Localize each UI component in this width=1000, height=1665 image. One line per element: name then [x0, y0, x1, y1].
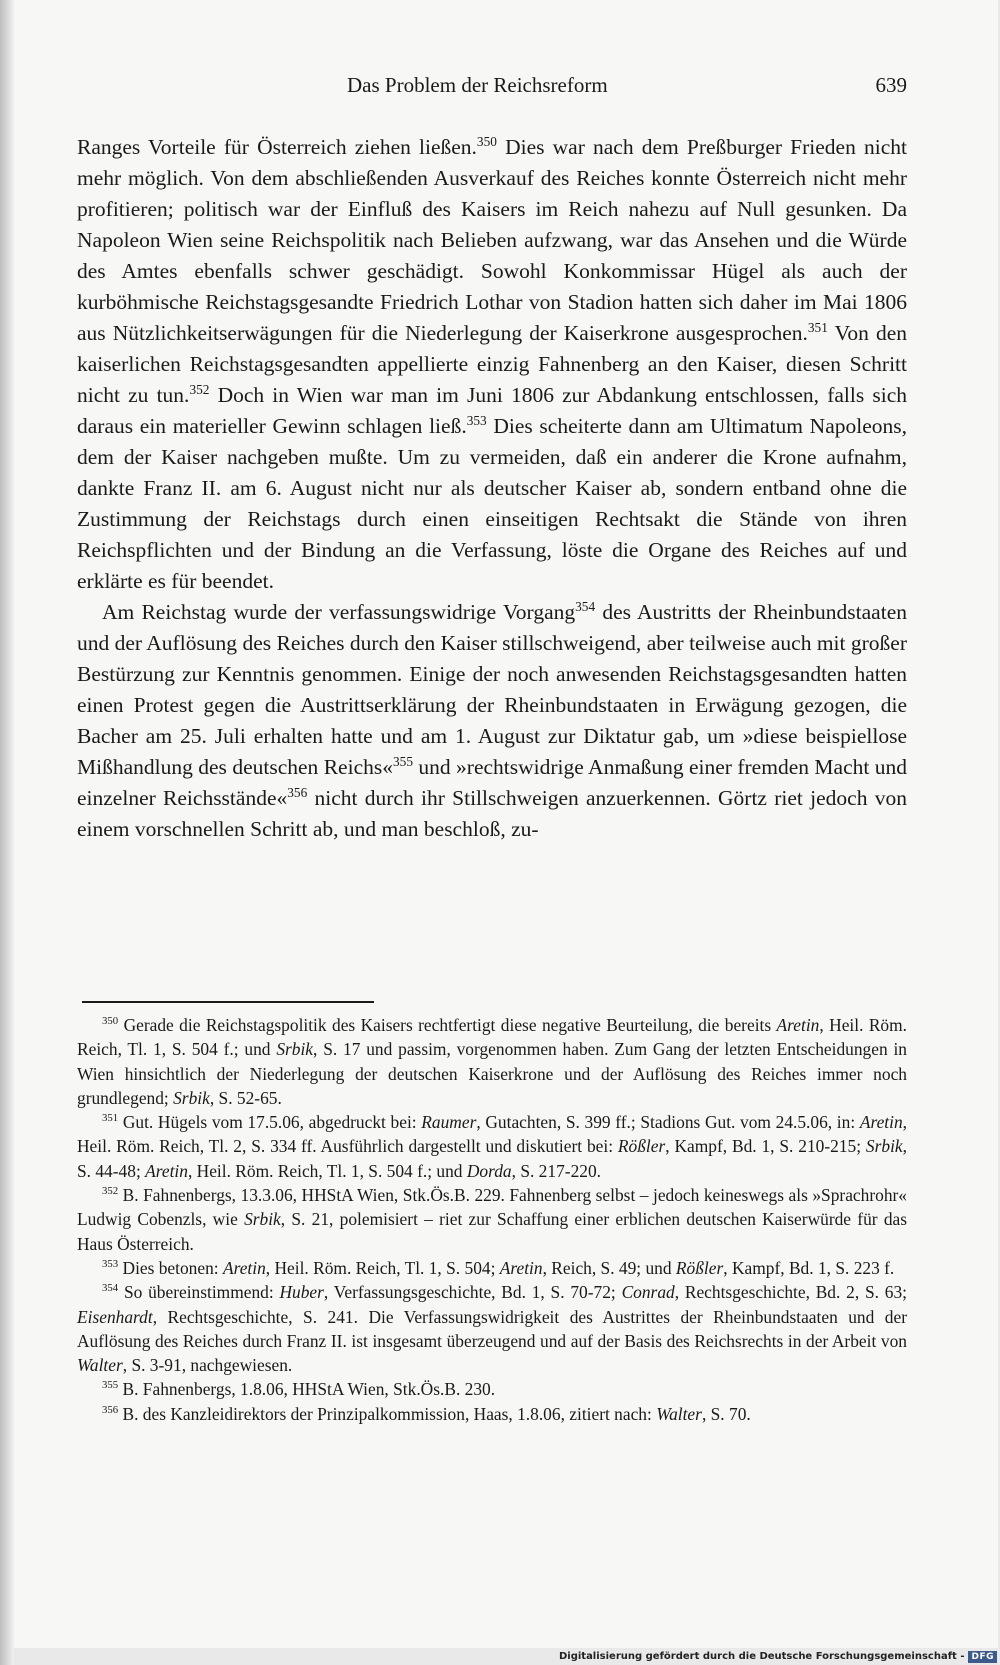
credit-text: Digitalisierung gefördert durch die Deutsche Forschungsgemeinschaft -	[558, 1651, 965, 1662]
text-run: So übereinstimmend:	[118, 1282, 280, 1303]
author-name: Aretin	[859, 1112, 903, 1133]
author-name: Rößler	[675, 1257, 724, 1278]
author-name: Aretin	[145, 1160, 188, 1181]
text-run: , Heil. Röm. Reich, Tl. 2, S. 334 ff. Ausführlich dargestellt und diskutiert bei:	[77, 1112, 908, 1157]
author-name: Eisenhardt	[77, 1306, 153, 1327]
text-run: Dies war nach dem Preßburger Frieden nicht mehr möglich. Von dem abschließenden Ausverkauf des Reiches konnte Österreich nicht mehr profitieren; politisch war der Einfluß des Kaisers im Reich nahezu auf Null gesunken. Da Napoleon Wien seine Reichspolitik nach Belieben aufzwang, war das Ansehen und die Würde des Amtes ebenfalls schwer geschädigt. Sowohl Konkommissar Hügel als auch der kurböhmische Reichstagsgesandte Friedrich Lothar von Stadion hatten sich daher im Mai 1806 aus Nützlichkeitserwägungen für die Niederlegung der Kaiserkrone ausgesprochen.	[77, 135, 907, 345]
text-run: , S. 217-220.	[511, 1160, 601, 1181]
text-run: Ranges Vorteile für Österreich ziehen ließen.	[77, 135, 477, 159]
text-run: , Heil. Röm. Reich, Tl. 1, S. 504;	[265, 1257, 500, 1278]
footnote	[77, 1280, 907, 1377]
footnote	[77, 1013, 907, 1110]
footnote-separator	[82, 1001, 374, 1003]
text-run: , Reich, S. 49; und	[542, 1257, 676, 1278]
author-name: Rößler	[617, 1136, 666, 1157]
text-run: Von den kaiserlichen Reichstagsgesandten appellierte einzig Fahnenberg an den Kaiser, diesen Schritt nicht zu tun.	[77, 321, 907, 407]
footnote-number: 350	[102, 1015, 119, 1028]
footnote-ref: 353	[466, 412, 487, 428]
author-name: Aretin	[222, 1257, 266, 1278]
footnote-number: 353	[102, 1258, 119, 1271]
text-run: nicht durch ihr Stillschweigen anzuerkennen. Görtz riet jedoch von einem vorschnellen Schritt ab, und man beschloß, zu-	[77, 786, 907, 841]
dfg-logo: DFG	[968, 1651, 997, 1663]
text-run: , Rechtsgeschichte, S. 241. Die Verfassungswidrigkeit des Austrittes der Rheinbundstaaten und der Auflösung des Reiches durch Franz II. ist insgesamt überzeugend und auf der Basis des Reichsrechts in der Arbeit von	[77, 1306, 907, 1351]
text-run: Dies betonen:	[118, 1257, 223, 1278]
author-name: Walter	[656, 1403, 702, 1424]
main-text	[77, 132, 907, 845]
text-run: B. Fahnenbergs, 1.8.06, HHStA Wien, Stk.Ös.B. 230.	[118, 1379, 496, 1400]
text-run: , S. 17 und passim, vorgenommen haben. Zum Gang der letzten Entscheidungen in Wien hinsichtlich der Niederlegung der deutschen Kaiserkrone und der Auflösung des Reiches immer noch grundlegend;	[77, 1039, 907, 1108]
author-name: Walter	[77, 1355, 123, 1376]
author-name: Srbik	[865, 1136, 903, 1157]
text-run: B. des Kanzleidirektors der Prinzipalkommission, Haas, 1.8.06, zitiert nach:	[118, 1403, 657, 1424]
footnote	[77, 1183, 907, 1256]
author-name: Aretin	[776, 1015, 820, 1035]
footnote-ref: 354	[575, 598, 596, 614]
footnote	[77, 1110, 907, 1183]
author-name: Srbik	[244, 1209, 281, 1230]
text-run: , Heil. Röm. Reich, Tl. 1, S. 504 f.; und	[77, 1015, 907, 1060]
footnote-ref: 352	[189, 381, 210, 397]
paragraph	[77, 597, 907, 845]
footnote	[77, 1256, 907, 1280]
author-name: Srbik	[276, 1039, 314, 1060]
text-run: und »rechtswidrige Anmaßung einer fremden Macht und einzelner Reichsstände«	[77, 755, 907, 810]
footnote-ref: 355	[392, 753, 413, 769]
footnote-ref: 350	[476, 133, 497, 149]
footnote-number: 355	[102, 1379, 119, 1392]
text-run: , Verfassungsgeschichte, Bd. 1, S. 70-72;	[323, 1282, 622, 1303]
text-run: , Rechtsgeschichte, Bd. 2, S. 63;	[674, 1282, 908, 1303]
footnotes	[77, 1013, 907, 1426]
text-run: , S. 3-91, nachgewiesen.	[122, 1355, 293, 1376]
footnote-ref: 351	[807, 319, 828, 335]
footnote-number: 354	[102, 1282, 119, 1295]
footnote	[77, 1377, 907, 1401]
author-name: Raumer	[421, 1112, 477, 1133]
text-run: Doch in Wien war man im Juni 1806 zur Abdankung entschlossen, falls sich daraus ein materieller Gewinn schlagen ließ.	[77, 383, 908, 438]
author-name: Srbik	[173, 1087, 210, 1108]
footnote-number: 352	[102, 1185, 119, 1198]
footnote-ref: 356	[287, 784, 308, 800]
text-run: Am Reichstag wurde der verfassungswidrige Vorgang	[102, 600, 576, 624]
text-run: , S. 44-48;	[77, 1136, 907, 1181]
author-name: Aretin	[499, 1257, 543, 1278]
text-run: des Austritts der Rheinbundstaaten und der Auflösung des Reiches durch den Kaiser stillschweigend, aber teilweise auch mit großer Bestürzung zur Kenntnis genommen. Einige der noch anwesenden Reichstagsgesandten hatten einen Protest gegen die Austrittserklärung der Rheinbundstaaten in Erwägung gezogen, die Bacher am 25. Juli erhalten hatte und am 1. August zur Diktatur gab, um »diese beispiellose Mißhandlung des deutschen Reichs«	[77, 600, 907, 779]
footnote-number: 351	[102, 1112, 119, 1125]
author-name: Dorda	[466, 1160, 512, 1181]
digitization-credit	[559, 1648, 1000, 1665]
page-header	[77, 73, 907, 103]
text-run: , S. 70.	[701, 1403, 751, 1424]
author-name: Huber	[279, 1282, 324, 1303]
text-run: , S. 21, polemisiert – riet zur Schaffung einer erblichen deutschen Kaiserwürde für das Haus Österreich.	[77, 1209, 907, 1254]
text-run: , Heil. Röm. Reich, Tl. 1, S. 504 f.; und	[187, 1160, 467, 1181]
text-run: , Kampf, Bd. 1, S. 223 f.	[723, 1257, 895, 1278]
text-run: B. Fahnenbergs, 13.3.06, HHStA Wien, Stk.Ös.B. 229. Fahnenberg selbst – jedoch keineswegs als »Sprachrohr« Ludwig Cobenzls, wie	[77, 1185, 907, 1230]
author-name: Conrad	[621, 1282, 675, 1303]
footnote	[77, 1402, 907, 1426]
paragraph	[77, 132, 907, 597]
page-edge-shadow	[0, 0, 14, 1665]
text-run: Gut. Hügels vom 17.5.06, abgedruckt bei:	[118, 1112, 422, 1133]
text-run: Dies scheiterte dann am Ultimatum Napoleons, dem der Kaiser nachgeben mußte. Um zu vermeiden, daß ein anderer die Krone aufnahm, dankte Franz II. am 6. August nicht nur als deutscher Kaiser ab, sondern entband ohne die Zustimmung der Reichstags durch einen einseitigen Rechtsakt die Stände von ihren Reichspflichten und der Bindung an die Verfassung, löste die Organe des Reiches auf und erklärte es für beendet.	[77, 414, 907, 593]
footnote-number: 356	[102, 1403, 119, 1416]
running-title: Das Problem der Reichsreform	[347, 73, 608, 97]
text-run: , Kampf, Bd. 1, S. 210-215;	[665, 1136, 866, 1157]
page-number: 639	[875, 73, 907, 97]
text-run: Gerade die Reichstagspolitik des Kaisers rechtfertigt diese negative Beurteilung, die bereits	[118, 1015, 777, 1035]
text-run: , Gutachten, S. 399 ff.; Stadions Gut. vom 24.5.06, in:	[476, 1112, 860, 1133]
text-run: , S. 52-65.	[209, 1087, 282, 1108]
